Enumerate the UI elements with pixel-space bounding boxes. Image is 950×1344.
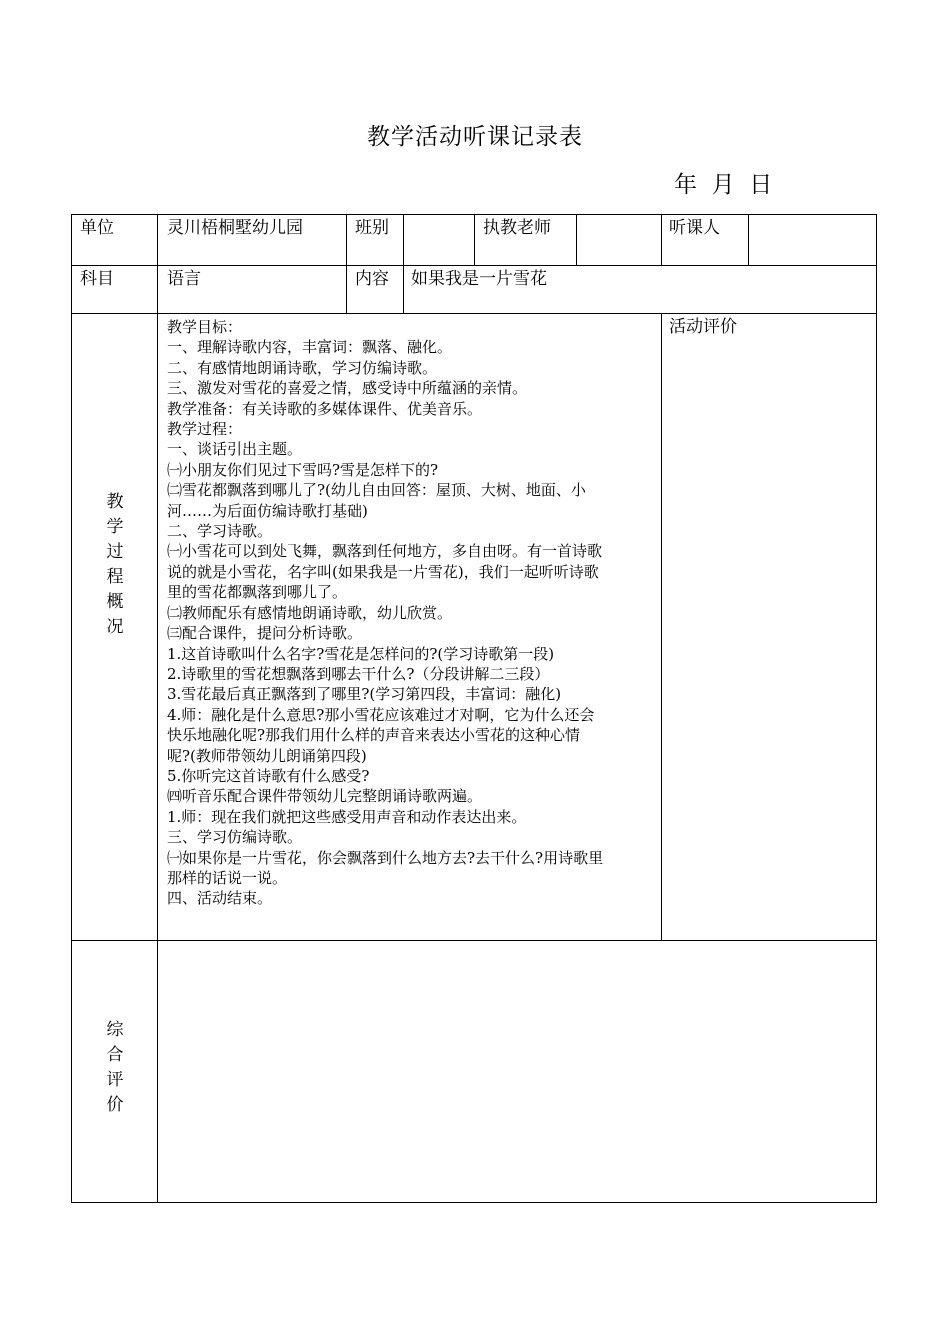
process-label: 教 学 过 程 概 况	[106, 492, 124, 637]
process-line: 二、有感情地朗诵诗歌，学习仿编诗歌。	[167, 358, 438, 377]
process-line: 5.你听完这首诗歌有什么感受?	[167, 766, 370, 785]
teacher-label: 执教老师	[483, 218, 551, 238]
process-line: 教学准备：有关诗歌的多媒体课件、优美音乐。	[167, 399, 483, 418]
process-line: 1.师：现在我们就把这些感受用声音和动作表达出来。	[167, 807, 527, 826]
process-line: ㈡教师配乐有感情地朗诵诗歌，幼儿欣赏。	[167, 603, 453, 622]
unit-value: 灵川梧桐墅幼儿园	[167, 218, 303, 238]
process-line: ㈠小朋友你们见过下雪吗?雪是怎样下的?	[167, 460, 439, 479]
unit-label: 单位	[80, 218, 114, 238]
process-line: 一、谈话引出主题。	[167, 440, 303, 459]
process-line: 里的雪花都飘落到哪儿了。	[167, 583, 348, 602]
subject-value: 语言	[167, 269, 201, 289]
subject-label: 科目	[80, 269, 114, 289]
listener-label: 听课人	[669, 218, 720, 238]
process-line: 一、理解诗歌内容，丰富词：飘落、融化。	[167, 338, 453, 357]
class-label: 班别	[355, 218, 389, 238]
process-line: 那样的话说一说。	[167, 868, 288, 887]
process-line: 三、激发对雪花的喜爱之情，感受诗中所蕴涵的亲情。	[167, 379, 528, 398]
process-line: ㈠如果你是一片雪花，你会飘落到什么地方去?去干什么?用诗歌里	[167, 848, 604, 867]
activity-evaluation-label: 活动评价	[669, 317, 737, 337]
process-line: ㈠小雪花可以到处飞舞，飘落到任何地方，多自由呀。有一首诗歌	[167, 542, 603, 561]
process-line: ㈣听音乐配合课件带领幼儿完整朗诵诗歌两遍。	[167, 787, 483, 806]
date-line: 年 月 日	[674, 172, 773, 198]
process-line: 1.这首诗歌叫什么名字?雪花是怎样问的?(学习诗歌第一段)	[167, 644, 555, 663]
process-line: ㈢配合课件，提问分析诗歌。	[167, 624, 363, 643]
process-line: 4.师：融化是什么意思?那小雪花应该难过才对啊，它为什么还会	[167, 705, 595, 724]
process-line: 呢?(教师带领幼儿朗诵第四段)	[167, 746, 367, 765]
process-line: 快乐地融化呢?那我们用什么样的声音来表达小雪花的这种心情	[167, 726, 581, 745]
process-line: 2.诗歌里的雪花想飘落到哪去干什么?（分段讲解二三段）	[167, 664, 550, 683]
content-value: 如果我是一片雪花	[411, 269, 547, 289]
process-line: 二、学习诗歌。	[167, 522, 273, 541]
page-title: 教学活动听课记录表	[367, 124, 583, 150]
content-label: 内容	[355, 269, 389, 289]
process-line: 教学过程：	[167, 420, 243, 439]
summary-label: 综 合 评 价	[106, 1020, 124, 1115]
process-line: 三、学习仿编诗歌。	[167, 828, 303, 847]
process-line: 四、活动结束。	[167, 889, 273, 908]
process-content	[167, 317, 657, 909]
summary-content-area[interactable]	[165, 948, 865, 1193]
process-line: 河……为后面仿编诗歌打基础)	[167, 501, 368, 520]
process-line: 说的就是小雪花，名字叫(如果我是一片雪花)，我们一起听听诗歌	[167, 562, 599, 581]
process-line: ㈡雪花都飘落到哪儿了?(幼儿自由回答：屋顶、大树、地面、小	[167, 481, 586, 500]
process-line: 教学目标：	[167, 318, 243, 336]
process-line: 3.雪花最后真正飘落到了哪里?(学习第四段，丰富词：融化)	[167, 685, 562, 704]
activity-evaluation-area[interactable]	[668, 345, 868, 930]
